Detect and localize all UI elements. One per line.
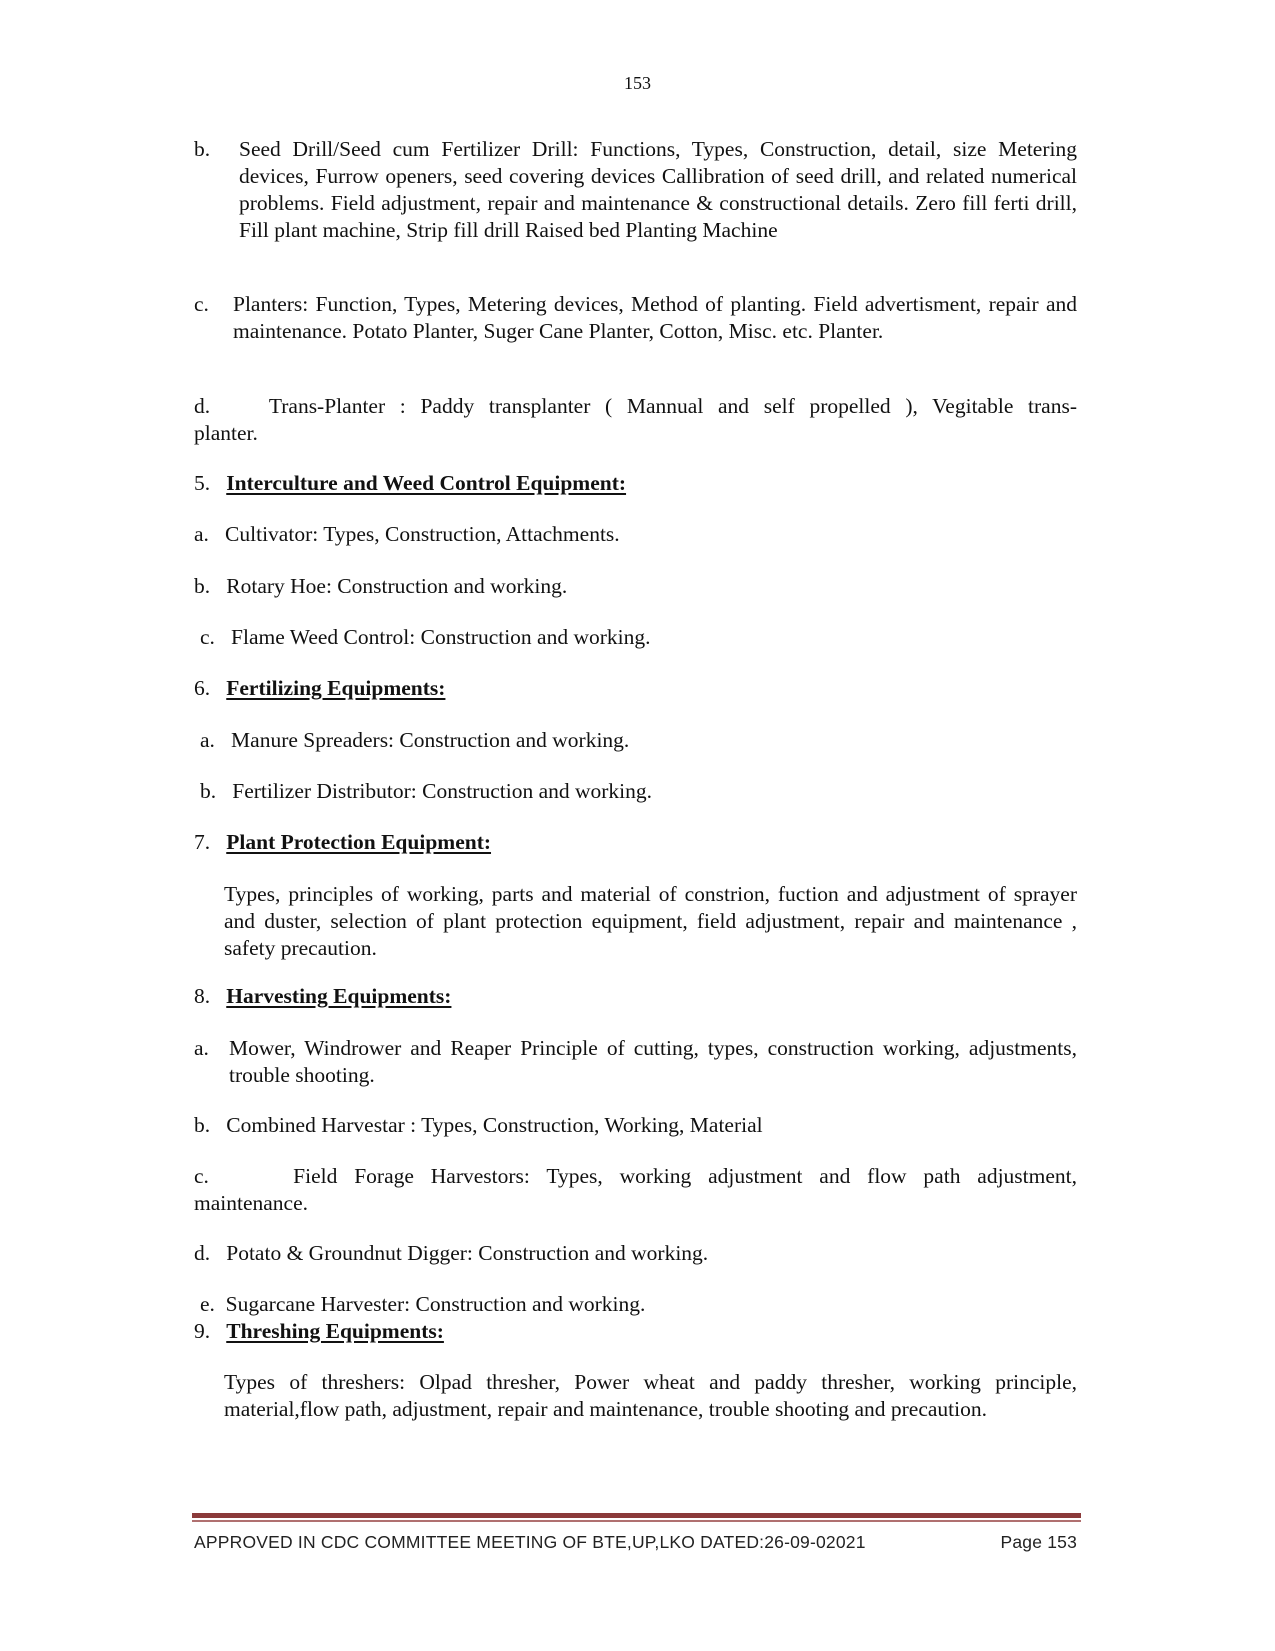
list-marker: b. (200, 779, 217, 803)
list-marker: a. (200, 728, 215, 752)
list-marker: d. (194, 394, 211, 418)
section-6-heading (194, 675, 1077, 702)
section-title: Plant Protection Equipment: (226, 830, 492, 854)
list-item-text: Seed Drill/Seed cum Fertilizer Drill: Functions, Types, Construction, detail, size Metering devices, Furrow openers, seed covering devices Callibration of seed drill, and related numerical problems. Field adjustment, repair and maintenance & constructional details. Zero fill ferti drill, Fill plant machine, Strip fill drill Raised bed Planting Machine (239, 137, 1077, 242)
section-title: Fertilizing Equipments: (226, 676, 446, 700)
list-item-text: Flame Weed Control: Construction and working. (231, 625, 651, 649)
list-item (194, 1163, 1077, 1217)
section-9-paragraph: Types of threshers: Olpad thresher, Power wheat and paddy thresher, working principle, material,flow path, adjustment, repair and maintenance, trouble shooting and precaution. (224, 1370, 1077, 1421)
footer-rule (192, 1513, 1081, 1518)
section-number: 7. (194, 830, 211, 854)
list-item (200, 778, 1083, 805)
list-item-text: Manure Spreaders: Construction and working. (231, 728, 630, 752)
list-marker: b. (194, 137, 211, 161)
list-item (194, 1035, 1077, 1089)
list-item-text: Fertilizer Distributor: Construction and working. (232, 779, 653, 803)
list-marker: d. (194, 1241, 211, 1265)
list-marker: c. (194, 1164, 209, 1188)
list-item (194, 573, 1077, 600)
list-marker: a. (194, 1036, 209, 1060)
list-item-text: Planters: Function, Types, Metering devices, Method of planting. Field advertisment, repair and maintenance. Potato Planter, Suger Cane Planter, Cotton, Misc. etc. Planter. (233, 292, 1077, 343)
section-8-heading (194, 983, 1077, 1010)
list-item-seed-drill (194, 136, 1077, 244)
list-marker: c. (200, 625, 215, 649)
page-number-top: 153 (624, 73, 651, 93)
list-marker: e. (200, 1292, 215, 1316)
list-item (200, 624, 1083, 651)
page-footer (194, 1529, 1077, 1556)
list-item-text-continued: planter. (194, 421, 258, 445)
footer-rule-thin (192, 1520, 1081, 1522)
section-title: Threshing Equipments: (226, 1319, 444, 1343)
section-7-paragraph: Types, principles of working, parts and material of constrion, fuction and adjustment of sprayer and duster, selection of plant protection equipment, field adjustment, repair and maintenance , safety precaution. (224, 882, 1077, 960)
list-item-text: Trans-Planter : Paddy transplanter ( Mannual and self propelled ), Vegitable trans- (268, 394, 1077, 418)
list-marker: b. (194, 574, 211, 598)
list-item-text: Combined Harvestar : Types, Construction, Working, Material (226, 1113, 763, 1137)
section-9-heading (194, 1318, 1077, 1345)
list-item-planters (194, 291, 1077, 345)
footer-page-number: Page 153 (1000, 1532, 1077, 1552)
list-item-text: Cultivator: Types, Construction, Attachments. (225, 522, 620, 546)
section-title: Interculture and Weed Control Equipment: (226, 471, 627, 495)
section-number: 5. (194, 471, 211, 495)
list-marker: b. (194, 1113, 211, 1137)
section-number: 9. (194, 1319, 211, 1343)
list-item-text: Potato & Groundnut Digger: Construction and working. (226, 1241, 709, 1265)
footer-approval-text: APPROVED IN CDC COMMITTEE MEETING OF BTE,UP,LKO DATED:26-09-02021 (194, 1532, 866, 1552)
list-item-text: Mower, Windrower and Reaper Principle of cutting, types, construction working, adjustments, trouble shooting. (229, 1036, 1077, 1087)
list-item (194, 521, 1077, 548)
list-item-transplanter (194, 393, 1077, 447)
section-number: 6. (194, 676, 211, 700)
section-number: 8. (194, 984, 211, 1008)
list-marker: a. (194, 522, 209, 546)
section-title: Harvesting Equipments: (226, 984, 452, 1008)
list-item-text-continued: maintenance. (194, 1191, 309, 1215)
list-item-text: Sugarcane Harvester: Construction and working. (225, 1292, 646, 1316)
section-5-heading (194, 470, 1077, 497)
list-item (194, 1112, 1077, 1139)
list-item-text: Rotary Hoe: Construction and working. (226, 574, 568, 598)
list-item-text: Field Forage Harvestors: Types, working adjustment and flow path adjustment, (293, 1164, 1078, 1188)
list-marker: c. (194, 292, 209, 316)
list-item (200, 727, 1083, 754)
section-7-heading (194, 829, 1077, 856)
list-item (200, 1291, 1083, 1318)
list-item (194, 1240, 1077, 1267)
